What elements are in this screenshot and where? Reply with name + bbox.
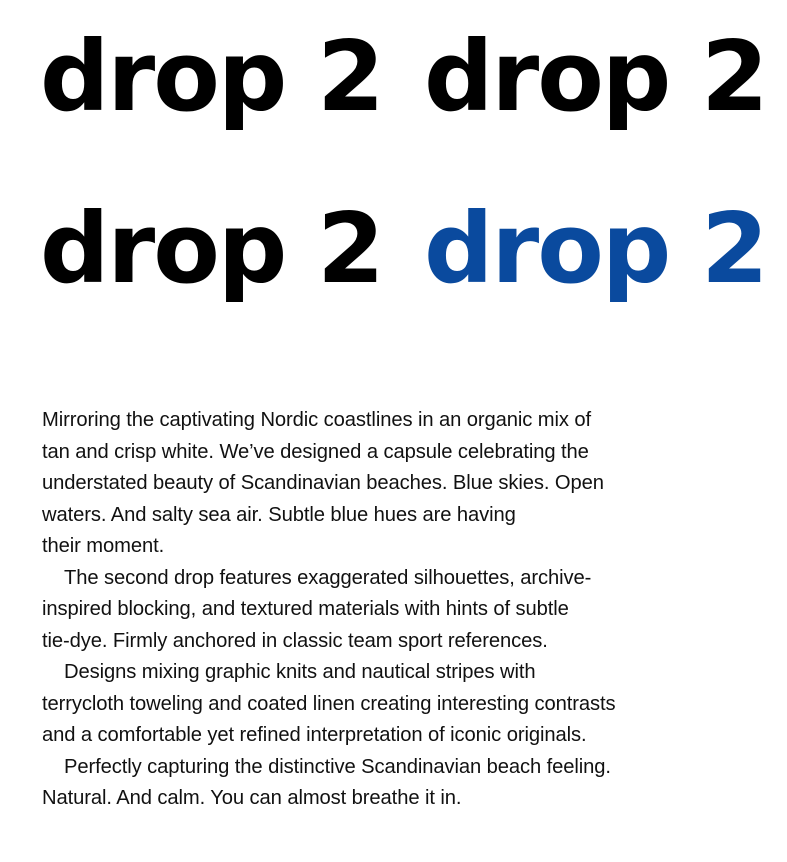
paragraph-line: waters. And salty sea air. Subtle blue hues are having [42, 503, 516, 526]
paragraph-line: their moment. [42, 535, 165, 557]
paragraph-line: inspired blocking, and textured materials with hints of subtle [42, 598, 569, 620]
headline-top-right: drop 2 [424, 20, 767, 133]
paragraph-1 [42, 405, 682, 563]
paragraph-line: The second drop features exaggerated silhouettes, archive- [64, 566, 592, 589]
paragraph-line: tan and crisp white. We’ve designed a capsule celebrating the [42, 440, 589, 463]
headline-bottom-right-blue: drop 2 [424, 192, 767, 305]
headline-bottom-left: drop 2 [40, 192, 383, 305]
paragraph-line: Perfectly capturing the distinctive Scandinavian beach feeling. [64, 755, 611, 778]
paragraph-line: Mirroring the captivating Nordic coastlines in an organic mix of [42, 409, 592, 431]
body-copy [42, 405, 682, 815]
paragraph-line: and a comfortable yet refined interpretation of iconic originals. [42, 724, 587, 746]
paragraph-line: Designs mixing graphic knits and nautical stripes with [64, 661, 536, 683]
paragraph-line: understated beauty of Scandinavian beaches. Blue skies. Open [42, 472, 604, 494]
paragraph-3 [42, 657, 682, 752]
paragraph-line: tie-dye. Firmly anchored in classic team sport references. [42, 629, 548, 652]
paragraph-2 [42, 563, 682, 658]
paragraph-4 [42, 752, 682, 815]
headline-grid [40, 0, 767, 340]
paragraph-line: Natural. And calm. You can almost breathe it in. [42, 787, 462, 809]
paragraph-line: terrycloth toweling and coated linen creating interesting contrasts [42, 692, 616, 715]
headline-top-left: drop 2 [40, 20, 383, 133]
